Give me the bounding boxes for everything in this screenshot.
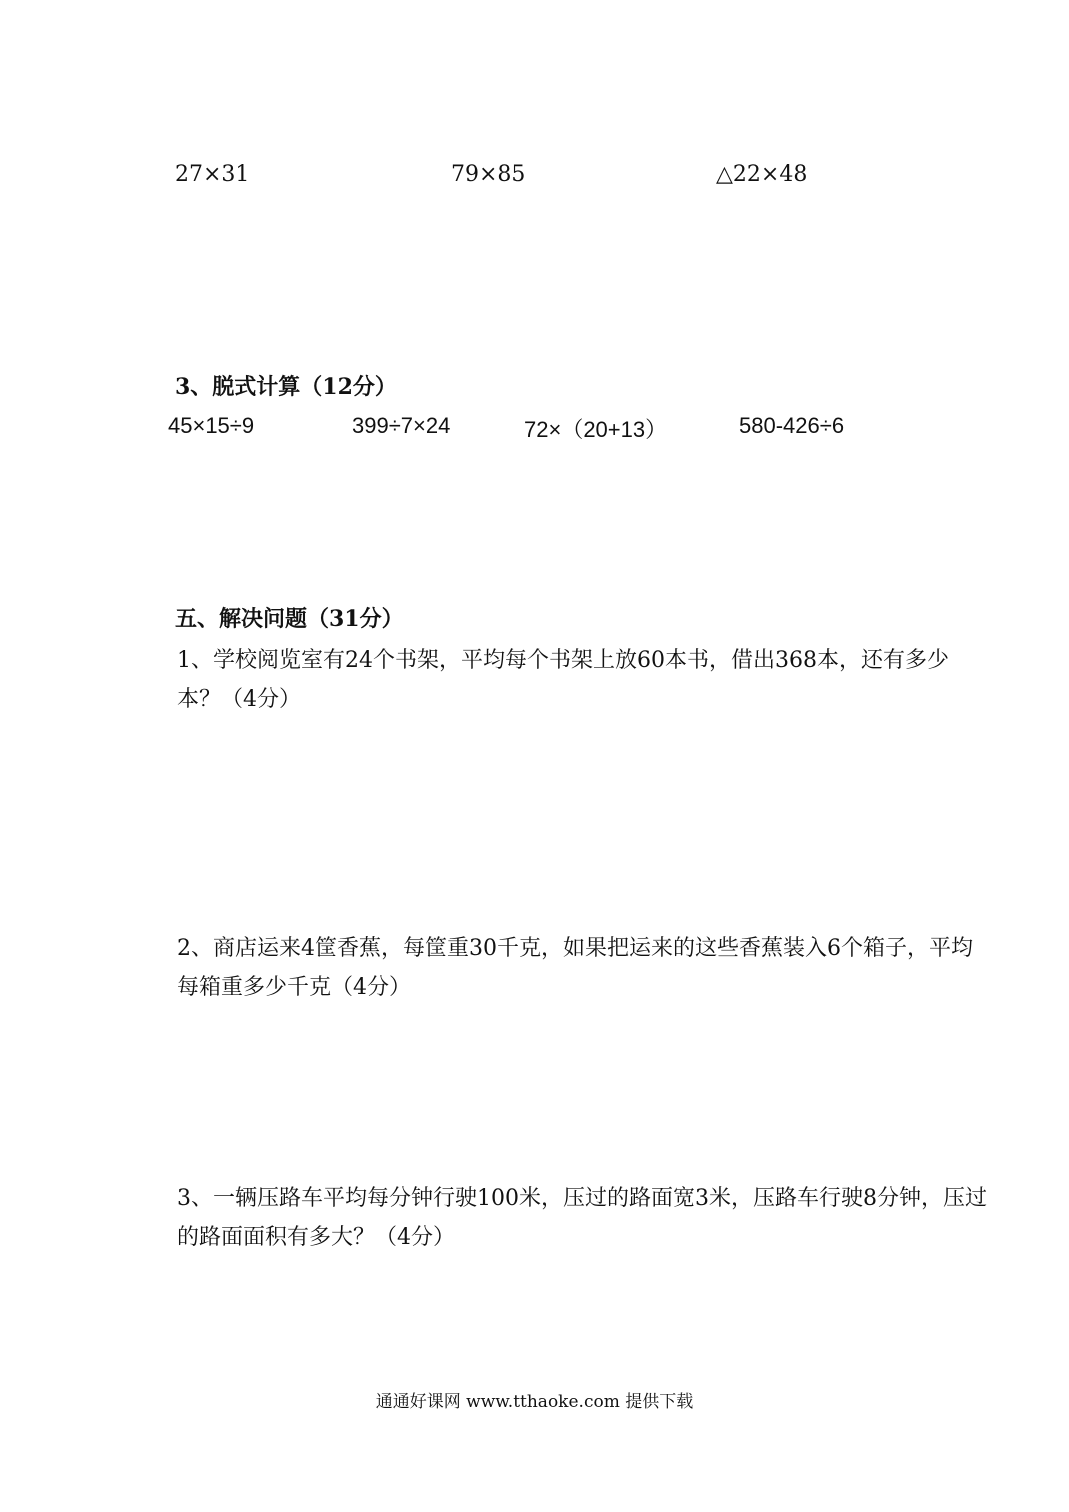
problem-2: 2、商店运来4筐香蕉，每筐重30千克，如果把运来的这些香蕉装入6个箱子，平均每箱重多少千克（4分）: [177, 936, 973, 1000]
calc-item-3: △22×48: [716, 162, 808, 187]
section3-title: 3、脱式计算（12分）: [175, 374, 397, 400]
expr-1: 45×15÷9: [168, 413, 255, 438]
calc-item-1: 27×31: [175, 162, 250, 187]
calc-item-2: 79×85: [451, 162, 526, 187]
expr-4: 580-426÷6: [739, 413, 845, 438]
expr-2: 399÷7×24: [352, 413, 451, 438]
problem-3: 3、一辆压路车平均每分钟行驶100米，压过的路面宽3米，压路车行驶8分钟，压过的路面面积有多大？（4分）: [177, 1186, 987, 1250]
expr-3: 72×（20+13）: [524, 417, 668, 442]
page-footer: 通通好课网 www.tthaoke.com 提供下载: [375, 1392, 694, 1412]
section5-title: 五、解决问题（31分）: [175, 606, 404, 632]
problem-1: 1、学校阅览室有24个书架，平均每个书架上放60本书，借出368本，还有多少本？（4分）: [177, 648, 949, 712]
